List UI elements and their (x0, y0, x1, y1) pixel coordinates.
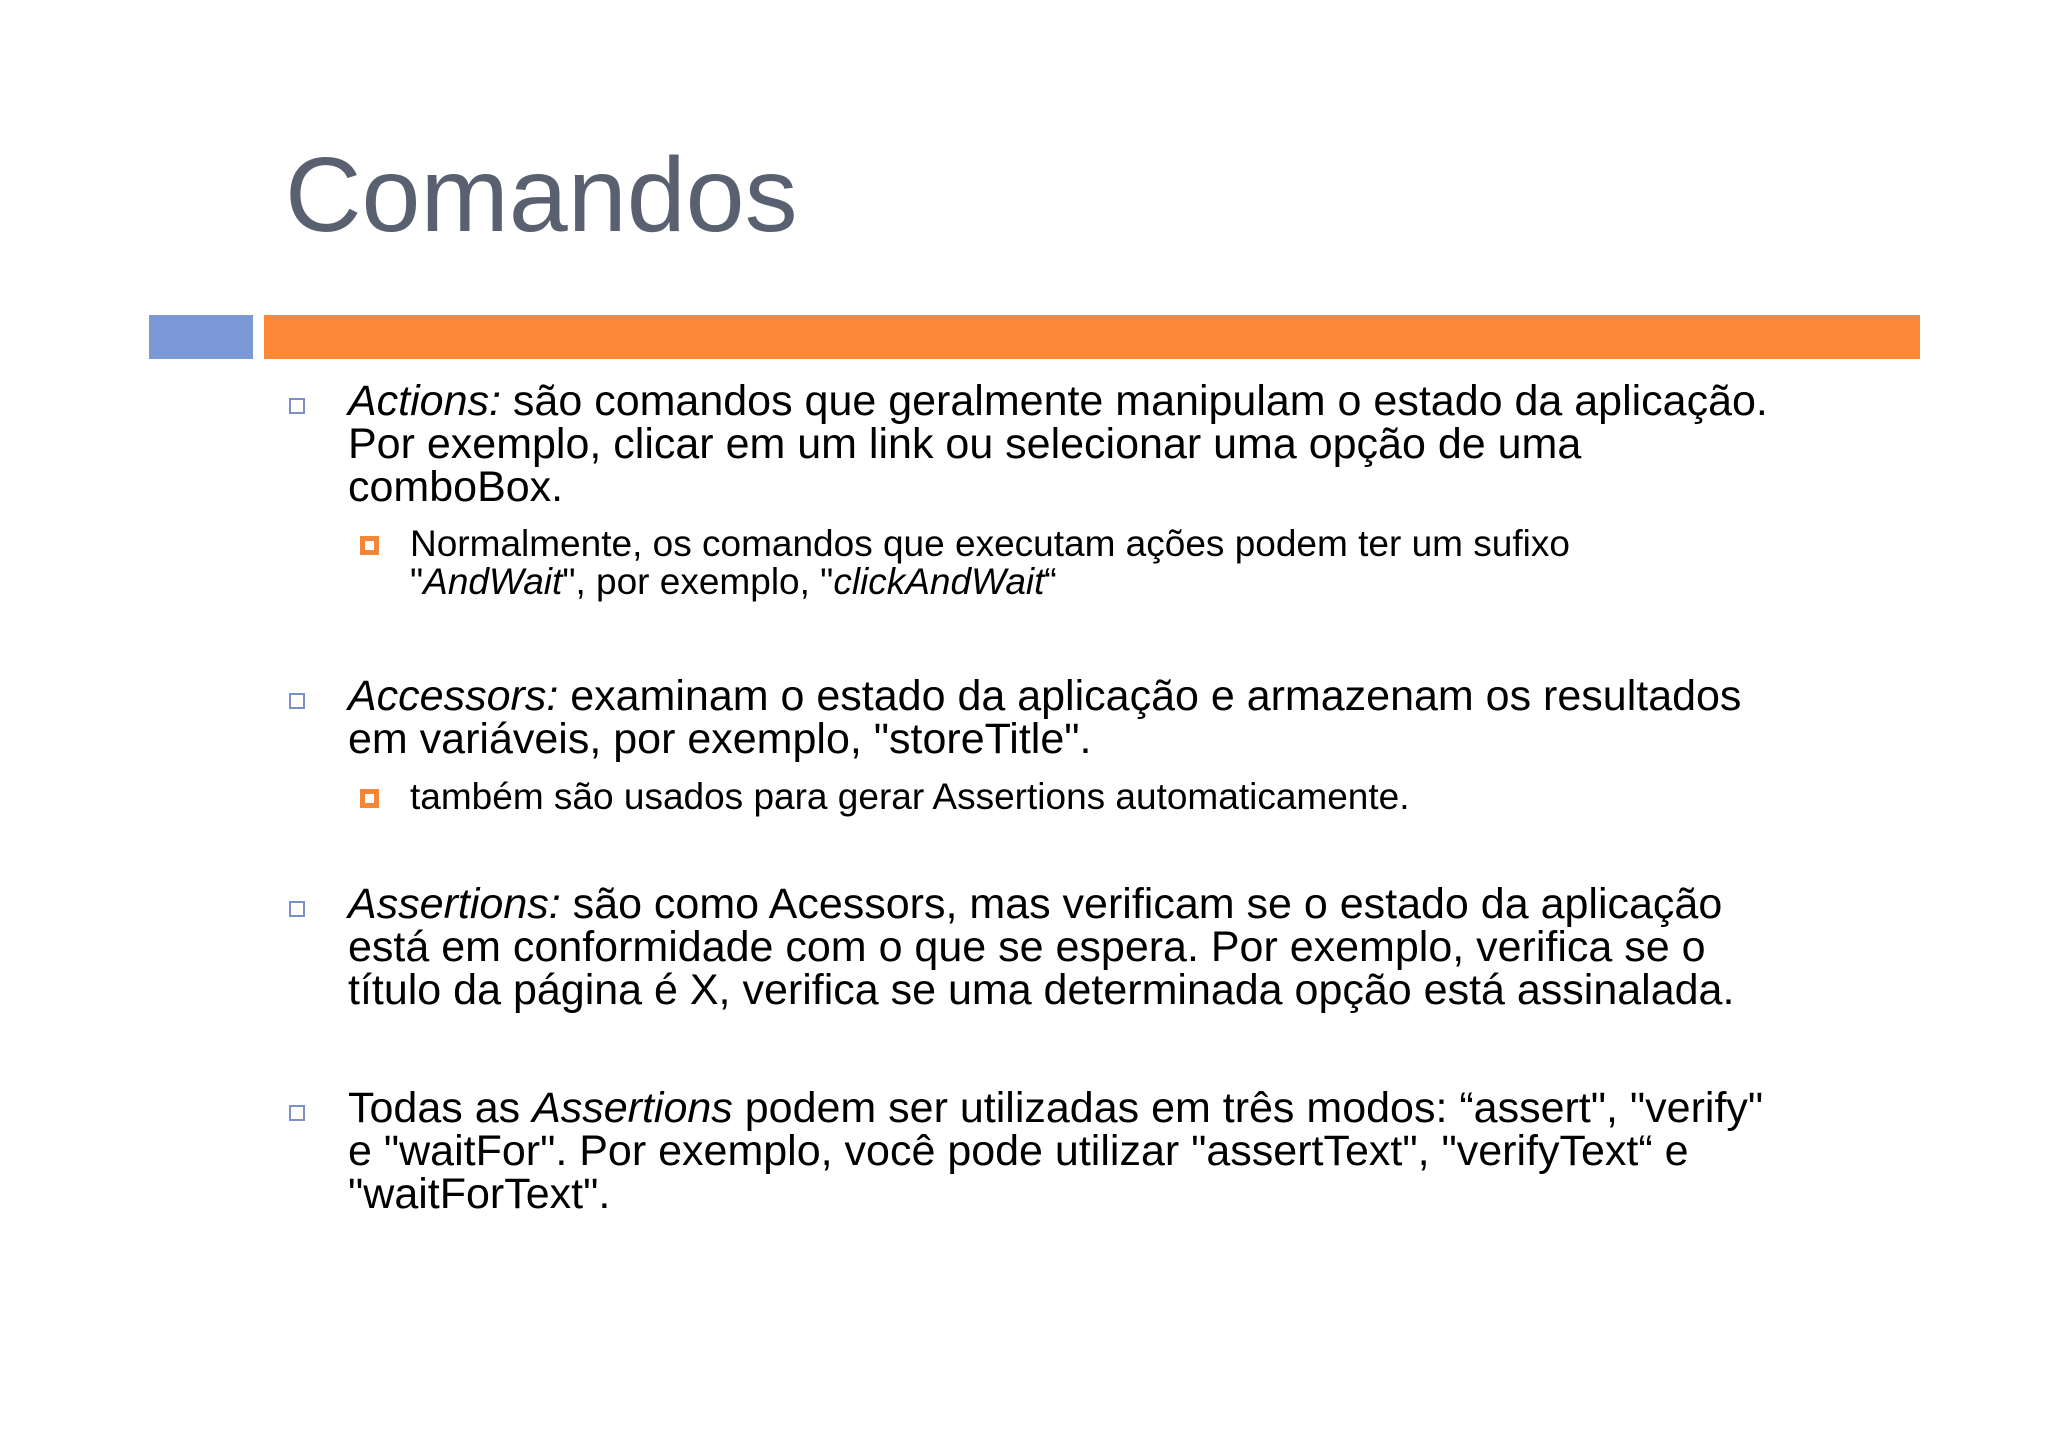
list-item-accessors (348, 672, 1848, 763)
sub-item-line (410, 563, 1570, 601)
list-item-modes (348, 1084, 1848, 1218)
list-item-text: são comandos que geralmente manipulam o estado da aplicação. (500, 377, 1768, 425)
sub-item-assertions-auto (410, 778, 1410, 816)
list-item-text: Todas as (348, 1084, 533, 1132)
sub-item-text: ", por exemplo, " (562, 561, 834, 602)
list-item-text: Por exemplo, clicar em um link ou selecionar uma opção de uma (348, 420, 1582, 468)
sub-item-text: Normalmente, os comandos que executam ações podem ter um sufixo (410, 523, 1570, 564)
list-item-text: comboBox. (348, 463, 564, 511)
term-assertions: Assertions: (348, 880, 561, 928)
list-item-actions (348, 377, 1848, 511)
sub-bullet-marker (360, 789, 379, 808)
term-actions: Actions: (348, 377, 501, 425)
list-item-text: examinam o estado da aplicação e armazenam os resultados (558, 672, 1742, 720)
title-accent-bar-orange (264, 315, 1920, 359)
slide-title: Comandos (285, 136, 798, 254)
bullet-marker (289, 1105, 305, 1121)
quote: " (410, 561, 424, 602)
list-item-line (348, 672, 1848, 720)
sub-bullet-marker (360, 536, 379, 555)
sub-item-andwait (410, 525, 1570, 601)
term-accessors: Accessors: (348, 672, 559, 720)
bullet-marker (289, 901, 305, 917)
sub-item-text: também são usados para gerar Assertions automaticamente. (410, 776, 1410, 817)
list-item-text: e "waitFor". Por exemplo, você pode utilizar "assertText", "verifyText“ e (348, 1127, 1689, 1175)
bullet-marker (289, 398, 305, 414)
list-item-line (348, 377, 1848, 425)
quote: “ (1044, 561, 1057, 602)
list-item-line (348, 1084, 1848, 1132)
bullet-marker (289, 693, 305, 709)
term-assertions: Assertions (532, 1084, 733, 1132)
title-accent-bar-blue (149, 315, 253, 359)
list-item-text: está em conformidade com o que se espera. Por exemplo, verifica se o (348, 923, 1706, 971)
term-andwait: AndWait (423, 561, 563, 602)
list-item-assertions (348, 880, 1848, 1014)
list-item-text: título da página é X, verifica se uma determinada opção está assinalada. (348, 966, 1735, 1014)
list-item-text: "waitForText". (348, 1170, 611, 1218)
term-clickandwait: clickAndWait (833, 561, 1045, 602)
list-item-line (348, 880, 1848, 928)
list-item-text: em variáveis, por exemplo, "storeTitle". (348, 715, 1092, 763)
list-item-text: podem ser utilizadas em três modos: “assert", "verify" (732, 1084, 1764, 1132)
list-item-text: são como Acessors, mas verificam se o estado da aplicação (560, 880, 1723, 928)
